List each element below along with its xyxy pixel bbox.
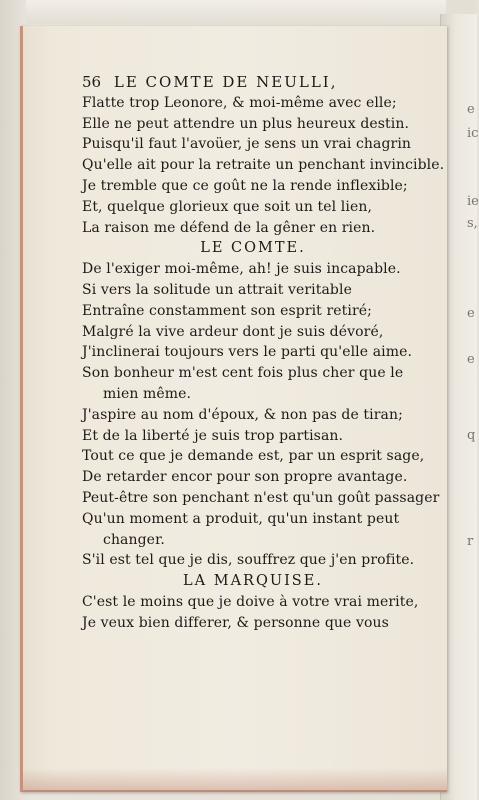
top-page-edge: [26, 0, 446, 24]
facing-page-fragment: r: [467, 534, 474, 549]
facing-page-fragment: e: [467, 306, 475, 321]
verse-line: La raison me défend de la gêner en rien.: [82, 219, 376, 236]
verse-line: Malgré la vive ardeur dont je suis dévoré,: [82, 323, 384, 340]
facing-page-fragment: s,: [467, 216, 478, 231]
facing-page-fragment: e: [467, 102, 475, 117]
running-header: [82, 72, 452, 93]
speaker-name: LA MARQUISE.: [183, 573, 323, 590]
verse-line: Entraîne constamment son esprit retiré;: [82, 302, 372, 319]
verse-line: Qu'elle ait pour la retraite un penchant invincible.: [82, 157, 445, 174]
verse-line: Flatte trop Leonore, & moi-même avec elle;: [82, 94, 397, 111]
facing-page-fragment: ie: [467, 194, 479, 209]
verse-line: Son bonheur m'est cent fois plus cher que le: [82, 365, 404, 382]
verse-line: Tout ce que je demande est, par un esprit sage,: [82, 448, 425, 465]
verse-line: J'inclinerai toujours vers le parti qu'elle aime.: [82, 344, 413, 361]
verse-line: Peut-être son penchant n'est qu'un goût passager: [82, 489, 440, 506]
verse-line: Et de la liberté je suis trop partisan.: [82, 427, 344, 444]
verse-line: Et, quelque glorieux que soit un tel lien,: [82, 198, 372, 215]
verse-line: J'aspire au nom d'époux, & non pas de tiran;: [82, 406, 403, 423]
verse-line: S'il est tel que je dis, souffrez que j'en profite.: [82, 552, 415, 569]
verse-line: De retarder encor pour son propre avantage.: [82, 469, 408, 486]
speaker-name: LE COMTE.: [200, 240, 306, 257]
page-text: [82, 72, 452, 634]
verse-line: Puisqu'il faut l'avoüer, je sens un vrai chagrin: [82, 136, 412, 153]
verse-line: Qu'un moment a produit, qu'un instant peut: [82, 510, 400, 527]
verse-line: De l'exiger moi-même, ah! je suis incapable.: [82, 261, 401, 278]
facing-page-fragment: q: [467, 428, 476, 443]
verse-line: mien même.: [103, 385, 192, 402]
verse-line: C'est le moins que je doive à votre vrai merite,: [82, 593, 419, 610]
verse-line: Je tremble que ce goût ne la rende inflexible;: [82, 177, 408, 194]
verse-line: Je veux bien differer, & personne que vous: [82, 614, 389, 631]
facing-page-fragment: ic: [467, 126, 479, 141]
verse-line: Elle ne peut attendre un plus heureux destin.: [82, 115, 410, 132]
verse-line: changer.: [103, 531, 165, 548]
running-title: LE COMTE DE NEULLI,: [113, 73, 338, 91]
verse-line: Si vers la solitude un attrait veritable: [82, 281, 352, 298]
verse-lines: [82, 93, 452, 634]
facing-page-fragment: e: [467, 352, 475, 367]
page-number: 56: [82, 73, 102, 91]
